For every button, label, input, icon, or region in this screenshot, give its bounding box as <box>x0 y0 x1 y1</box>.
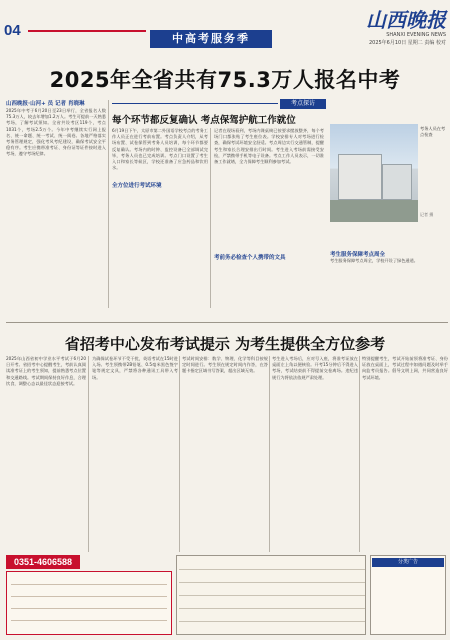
ad-line <box>11 608 167 609</box>
ad-row <box>179 582 365 583</box>
ad-line <box>11 596 167 597</box>
feature-headline: 每个环节都反复确认 考点保驾护航工作就位 <box>112 115 296 126</box>
section-divider <box>6 322 448 323</box>
feature-body-1: 6月19日下午，太原市第二外国语学校考点的考务工作人员正在进行考前布置。考点负责人介绍，从考场布置、试卷保管到考务人员培训，每个环节都要反复确认。考场内的时钟、监控设备已全部调试完毕，考务人员也已完成培训。考点门口设置了考生入口和家长等候区，学校还准备了应急药品和饮用水。 <box>112 128 208 171</box>
ad-block-left <box>6 571 172 635</box>
lead-headline: 2025年全省共有75.3万人报名中考 <box>49 68 401 92</box>
column-divider <box>210 128 211 308</box>
photo-credit: 记者 摄 <box>420 212 434 217</box>
page-number: 04 <box>4 22 21 39</box>
newspaper-logo-sub: SHANXI EVENING NEWS <box>386 32 446 38</box>
kicker-tag: 考点探访 <box>280 99 326 109</box>
second-body-5: 特别提醒考生，考试开始前须将准考证、身份证放在桌面上，考试过程中如遇问题及时举手向监考员报告。倡导文明上网，共同营造良好考试环境。 <box>362 356 448 380</box>
photo-building <box>338 154 382 200</box>
feature-body-3: 考生服务保障考点周全，学校开设了绿色通道。 <box>330 258 418 263</box>
column-divider <box>88 356 89 552</box>
column-divider <box>269 356 270 552</box>
photo-caption: 考务人员在考点检查 <box>420 126 446 138</box>
ad-line <box>11 620 167 621</box>
kicker-rule <box>112 103 278 104</box>
ad-row <box>179 608 365 609</box>
ad-line <box>11 584 167 585</box>
news-photo <box>330 124 418 222</box>
ad-block-right <box>370 555 446 635</box>
ad-phone-number: 0351-4606588 <box>6 555 80 569</box>
ad-row <box>179 621 365 622</box>
second-body-1: 2025年山西省初中学业水平考试于6月20日开考。省招考中心提醒考生，考前认真阅读准考证上的考生须知，提前熟悉考点位置和交通路线。考试期间保持良好作息，合理饮食，调整心态以最佳状态迎接考试。 <box>6 356 86 386</box>
second-body-2: 为确保试卷环节不受干扰，英语考试在15时进入场。考生须携带2B铅笔、0.5毫米黑色签字笔等规定文具，严禁将各种通讯工具带入考场。 <box>92 356 178 380</box>
page-header <box>0 0 450 52</box>
ad-right-title: 分类广告 <box>372 558 444 567</box>
lead-body: 2025年中考于6月20日至23日举行，全省报名人数75.3万人，较去年增加1.2万人。考生可提前一天熟悉考场，了解考试须知。全省共设考区119个，考点1031个，考场2.5万个。今年中考继续实行网上报名、统一命题、统一考试、统一阅卷。各地严格落实考务管理规定，强化考风考纪建设，确保考试安全平稳有序。考生应携带准考证、身份证等证件按时进入考场，遵守考场纪律。 <box>6 108 106 157</box>
header-rule <box>28 30 146 32</box>
second-body-3: 考试时间安排：数学、物理、化学等科目按规定时间进行。考生须在规定时间内作答，在答题卡指定区域书写答案，超出区域无效。 <box>182 356 268 374</box>
second-body-4: 考生进入考场后，应对号入座，将准考证放在桌面左上角以便核验。开考15分钟后不得进入考场，考试结束前不得提前交卷离场。违纪违规行为将依法依规严肃处理。 <box>272 356 358 380</box>
column-divider <box>359 356 360 552</box>
newspaper-logo: 山西晚报 <box>366 8 446 32</box>
feature-subhead-2: 考前务必检查个人携带的文具 <box>214 255 286 261</box>
feature-subhead-1: 全方位进行考试环境 <box>112 183 162 189</box>
photo-building <box>382 164 412 200</box>
column-divider <box>179 356 180 552</box>
ad-row <box>179 595 365 596</box>
column-divider <box>108 100 109 308</box>
feature-subhead-3: 考生服务保障考点周全 <box>330 252 386 258</box>
ad-row <box>179 569 365 570</box>
photo-ground <box>330 200 418 222</box>
second-headline: 省招考中心发布考试提示 为考生提供全方位参考 <box>64 335 386 353</box>
issue-info: 2025年6月10日 星期二 责编 校对 <box>368 40 446 46</box>
ad-block-center <box>176 555 366 635</box>
feature-body-2: 记者在现场看到，考场内课桌椅已按要求摆放整齐，每个考场门口都张贴了考生座位表。学校安排专人对考场进行检查，确保考试环境安全舒适。考点周边实行交通管制，提醒考生和家长合理安排出行时间。考生进入考场前需接受安检，严禁携带手机等电子设备。考点工作人员表示，一切准备工作就绪，全力保障考生顺利参加考试。 <box>214 128 324 165</box>
section-label: 中高考服务季 <box>150 30 272 48</box>
lead-byline: 山西晚报·山河+ 员 记者 肖晓琳 <box>6 101 85 107</box>
